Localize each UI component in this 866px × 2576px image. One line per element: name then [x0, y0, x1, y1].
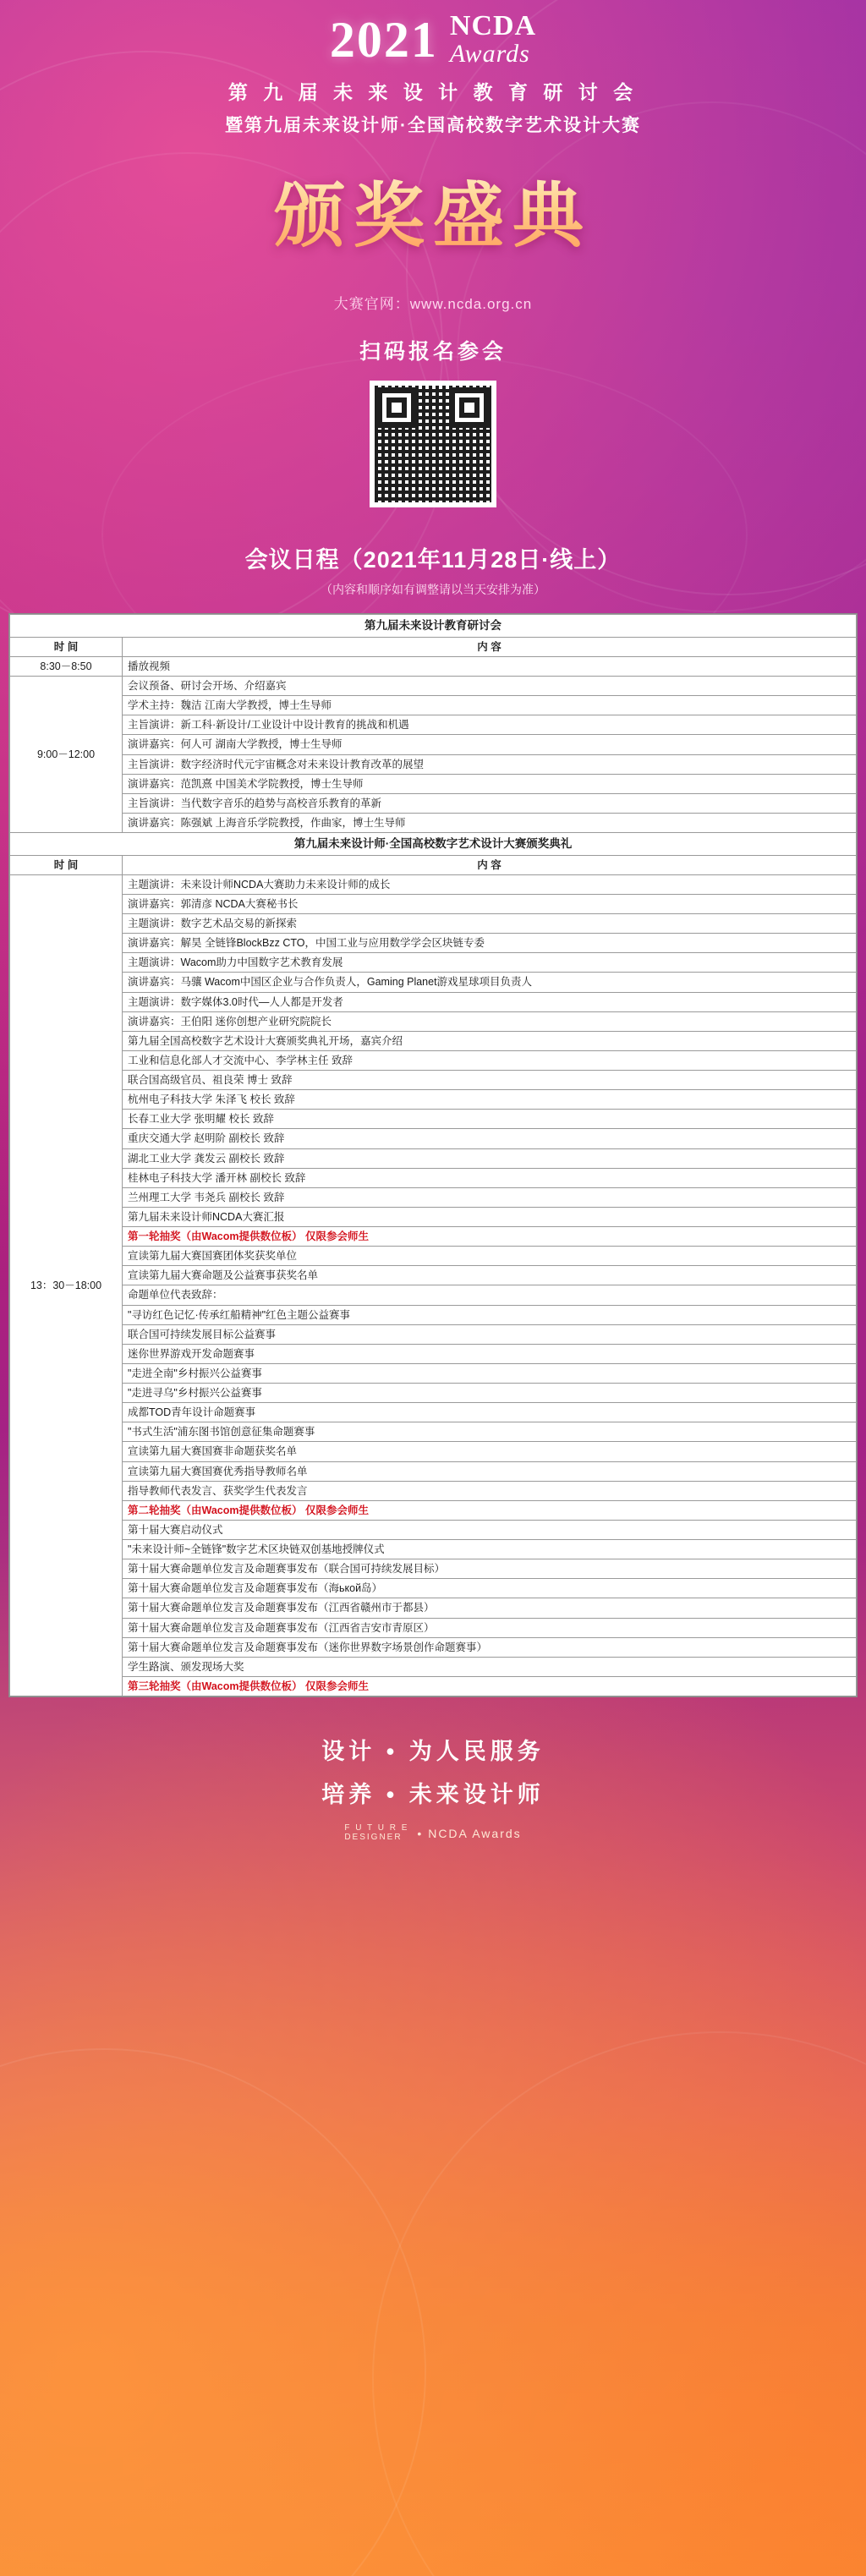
table-row: [10, 1657, 857, 1676]
agenda-table: [9, 614, 857, 1696]
agenda-content-cell: 第十届大赛命题单位发言及命题赛事发布（海ькой岛）: [123, 1579, 857, 1598]
footer-slogan-1: 设计 • 为人民服务: [321, 1739, 545, 1765]
table-row: [10, 992, 857, 1011]
agenda-content-cell: 第十届大赛命题单位发言及命题赛事发布（江西省吉安市青原区）: [123, 1618, 857, 1637]
table-row: [10, 813, 857, 832]
decorative-swirl: [372, 2031, 866, 2576]
brand-logo: [0, 0, 866, 67]
column-header-content: 内 容: [123, 855, 857, 874]
table-row: [10, 1579, 857, 1598]
agenda-content-cell: 宣读第九届大赛国赛优秀指导教师名单: [123, 1461, 857, 1481]
table-row: [10, 1324, 857, 1344]
agenda-content-cell: 主题演讲：数字媒体3.0时代—人人都是开发者: [123, 992, 857, 1011]
table-row: [10, 1442, 857, 1461]
table-row: [10, 1168, 857, 1187]
table-row: [10, 934, 857, 953]
agenda-content-cell: 杭州电子科技大学 朱泽飞 校长 致辞: [123, 1090, 857, 1110]
agenda-content-cell: 联合国高级官员、祖良荣 博士 致辞: [123, 1071, 857, 1090]
table-row: [10, 715, 857, 735]
table-row: [10, 793, 857, 813]
table-row: [10, 833, 857, 856]
table-row: [10, 615, 857, 638]
footer-brand-row: [0, 1824, 866, 1842]
footer-brand: • NCDA Awards: [417, 1826, 522, 1840]
agenda-content-cell: 工业和信息化部人才交流中心、李学林主任 致辞: [123, 1050, 857, 1070]
agenda-content-cell: 宣读第九届大赛命题及公益赛事获奖名单: [123, 1266, 857, 1285]
agenda-content-cell: "走进全南"乡村振兴公益赛事: [123, 1363, 857, 1383]
event-line-2: 暨第九届未来设计师·全国高校数字艺术设计大赛: [225, 116, 641, 136]
agenda-content-cell: 主旨演讲：新工科·新设计/工业设计中设计教育的挑战和机遇: [123, 715, 857, 735]
agenda-title: 会议日程（2021年11月28日·线上）: [244, 547, 622, 573]
agenda-content-cell: 第十届大赛命题单位发言及命题赛事发布（迷你世界数字场景创作命题赛事）: [123, 1637, 857, 1657]
agenda-content-cell: 演讲嘉宾：王伯阳 迷你创想产业研究院院长: [123, 1011, 857, 1031]
agenda-content-cell: 桂林电子科技大学 潘开林 副校长 致辞: [123, 1168, 857, 1187]
event-line-1: 第 九 届 未 来 设 计 教 育 研 讨 会: [227, 81, 639, 104]
decorative-swirl: [0, 2048, 426, 2576]
table-row: [10, 774, 857, 793]
agenda-content-cell: 第九届未来设计师NCDA大赛汇报: [123, 1207, 857, 1226]
table-row: [10, 677, 857, 696]
column-header-time: 时 间: [10, 855, 123, 874]
table-header-row: [10, 855, 857, 874]
agenda-content-cell: 宣读第九届大赛国赛非命题获奖名单: [123, 1442, 857, 1461]
table-row: [10, 1461, 857, 1481]
agenda-subtitle: （内容和顺序如有调整请以当天安排为准）: [321, 583, 545, 597]
table-row: [10, 1520, 857, 1539]
future-designer-mark: [344, 1824, 408, 1842]
table-row: [10, 1148, 857, 1168]
table-row: [10, 953, 857, 973]
table-row: [10, 1285, 857, 1305]
table-row: [10, 1422, 857, 1442]
logo-row: [0, 12, 866, 67]
agenda-content-cell: 演讲嘉宾：解昊 全链锋BlockBzz CTO，中国工业与应用数学学会区块链专委: [123, 934, 857, 953]
table-row: [10, 1110, 857, 1129]
agenda-content-cell: 兰州理工大学 韦尧兵 副校长 致辞: [123, 1187, 857, 1207]
footer-slogan-2: 培养 • 未来设计师: [321, 1782, 545, 1808]
agenda-content-cell: "走进寻乌"乡村振兴公益赛事: [123, 1384, 857, 1403]
agenda-content-cell: 宣读第九届大赛国赛团体奖获奖单位: [123, 1247, 857, 1266]
agenda-content-cell: 第十届大赛启动仪式: [123, 1520, 857, 1539]
table-row: [10, 1129, 857, 1148]
table-row: [10, 1384, 857, 1403]
qr-code-image: [375, 386, 491, 502]
logo-year: 2021: [329, 11, 438, 68]
agenda-content-cell: 主题演讲：Wacom助力中国数字艺术教育发展: [123, 953, 857, 973]
future-designer-mark-bottom: DESIGNER: [344, 1832, 403, 1842]
agenda-content-cell: 联合国可持续发展目标公益赛事: [123, 1324, 857, 1344]
agenda-content-cell: 演讲嘉宾：郭清彦 NCDA大赛秘书长: [123, 894, 857, 913]
logo-ncda: NCDA: [449, 10, 537, 41]
table-row: [10, 874, 857, 894]
table-row: [10, 1266, 857, 1285]
table-row: [10, 754, 857, 774]
agenda-content-cell: 主题演讲：未来设计师NCDA大赛助力未来设计师的成长: [123, 874, 857, 894]
table-row: [10, 1598, 857, 1618]
agenda-content-cell: 主题演讲：数字艺术品交易的新探索: [123, 914, 857, 934]
agenda-time-cell: 9:00－12:00: [10, 677, 123, 833]
table-row: [10, 1363, 857, 1383]
agenda-content-cell: 演讲嘉宾：范凯熹 中国美术学院教授，博士生导师: [123, 774, 857, 793]
agenda-time-cell: 8:30－8:50: [10, 656, 123, 676]
table-row: [10, 696, 857, 715]
column-header-time: 时 间: [10, 637, 123, 656]
agenda-table-wrap: [8, 613, 858, 1697]
agenda-content-cell: "寻访红色记忆·传承红船精神"红色主题公益赛事: [123, 1305, 857, 1324]
table-row: [10, 1481, 857, 1500]
agenda-content-cell: 成都TOD青年设计命题赛事: [123, 1403, 857, 1422]
table-row: [10, 1187, 857, 1207]
page-title: 颁奖盛典: [0, 159, 866, 261]
agenda-content-cell: 学生路演、颁发现场大奖: [123, 1657, 857, 1676]
agenda-content-cell: 迷你世界游戏开发命题赛事: [123, 1344, 857, 1363]
table-row: [10, 1637, 857, 1657]
agenda-content-cell: 第十届大赛命题单位发言及命题赛事发布（江西省赣州市于都县）: [123, 1598, 857, 1618]
agenda-content-cell: "书式生活"浦东图书馆创意征集命题赛事: [123, 1422, 857, 1442]
table-row: [10, 1207, 857, 1226]
table-row: [10, 1247, 857, 1266]
agenda-content-cell: 指导教师代表发言、获奖学生代表发言: [123, 1481, 857, 1500]
agenda-content-cell: 主旨演讲：当代数字音乐的趋势与高校音乐教育的革新: [123, 793, 857, 813]
column-header-content: 内 容: [123, 637, 857, 656]
table-row: [10, 1050, 857, 1070]
table-row: [10, 1559, 857, 1579]
table-row: [10, 1344, 857, 1363]
table-row: [10, 1011, 857, 1031]
footer: [0, 1733, 866, 1864]
official-site-line: 大赛官网：www.ncda.org.cn: [333, 296, 533, 313]
agenda-time-cell: 13：30－18:00: [10, 874, 123, 1696]
agenda-content-cell: 第十届大赛命题单位发言及命题赛事发布（联合国可持续发展目标）: [123, 1559, 857, 1579]
table-row: [10, 1540, 857, 1559]
agenda-content-cell: 会议预备、研讨会开场、介绍嘉宾: [123, 677, 857, 696]
table-row: [10, 1500, 857, 1520]
agenda-content-cell: 长春工业大学 张明耀 校长 致辞: [123, 1110, 857, 1129]
agenda-content-cell: 主旨演讲：数字经济时代元宇宙概念对未来设计教育改革的展望: [123, 754, 857, 774]
table-row: [10, 1090, 857, 1110]
agenda-content-cell: 演讲嘉宾：何人可 湖南大学教授，博士生导师: [123, 735, 857, 754]
qr-code[interactable]: [370, 381, 496, 507]
table-row: [10, 1403, 857, 1422]
table-header-row: [10, 637, 857, 656]
section-title-2: 第九届未来设计师·全国高校数字艺术设计大赛颁奖典礼: [10, 833, 857, 856]
agenda-content-cell: 重庆交通大学 赵明阶 副校长 致辞: [123, 1129, 857, 1148]
table-row: [10, 1618, 857, 1637]
table-row: [10, 1071, 857, 1090]
table-row: [10, 1031, 857, 1050]
agenda-content-cell: 第一轮抽奖（由Wacom提供数位板） 仅限参会师生: [123, 1227, 857, 1247]
agenda-content-cell: 命题单位代表致辞：: [123, 1285, 857, 1305]
logo-awards: Awards: [449, 39, 530, 68]
agenda-content-cell: 第三轮抽奖（由Wacom提供数位板） 仅限参会师生: [123, 1676, 857, 1696]
table-row: [10, 973, 857, 992]
logo-text: [450, 12, 536, 67]
agenda-content-cell: 学术主持：魏洁 江南大学教授，博士生导师: [123, 696, 857, 715]
agenda-content-cell: 播放视频: [123, 656, 857, 676]
agenda-content-cell: 第九届全国高校数字艺术设计大赛颁奖典礼开场，嘉宾介绍: [123, 1031, 857, 1050]
agenda-content-cell: 演讲嘉宾：马骧 Wacom中国区企业与合作负责人，Gaming Planet游戏星球项目负责人: [123, 973, 857, 992]
table-row: [10, 735, 857, 754]
table-row: [10, 1305, 857, 1324]
table-row: [10, 914, 857, 934]
future-designer-mark-top: F U T U R E: [344, 1823, 409, 1833]
signup-heading: 扫码报名参会: [359, 340, 507, 364]
agenda-content-cell: "未来设计师~全链锋"数字艺术区块链双创基地授牌仪式: [123, 1540, 857, 1559]
table-row: [10, 1227, 857, 1247]
agenda-content-cell: 湖北工业大学 龚发云 副校长 致辞: [123, 1148, 857, 1168]
agenda-content-cell: 演讲嘉宾：陈强斌 上海音乐学院教授，作曲家，博士生导师: [123, 813, 857, 832]
table-row: [10, 1676, 857, 1696]
section-title-1: 第九届未来设计教育研讨会: [10, 615, 857, 638]
table-row: [10, 894, 857, 913]
agenda-content-cell: 第二轮抽奖（由Wacom提供数位板） 仅限参会师生: [123, 1500, 857, 1520]
table-row: [10, 656, 857, 676]
